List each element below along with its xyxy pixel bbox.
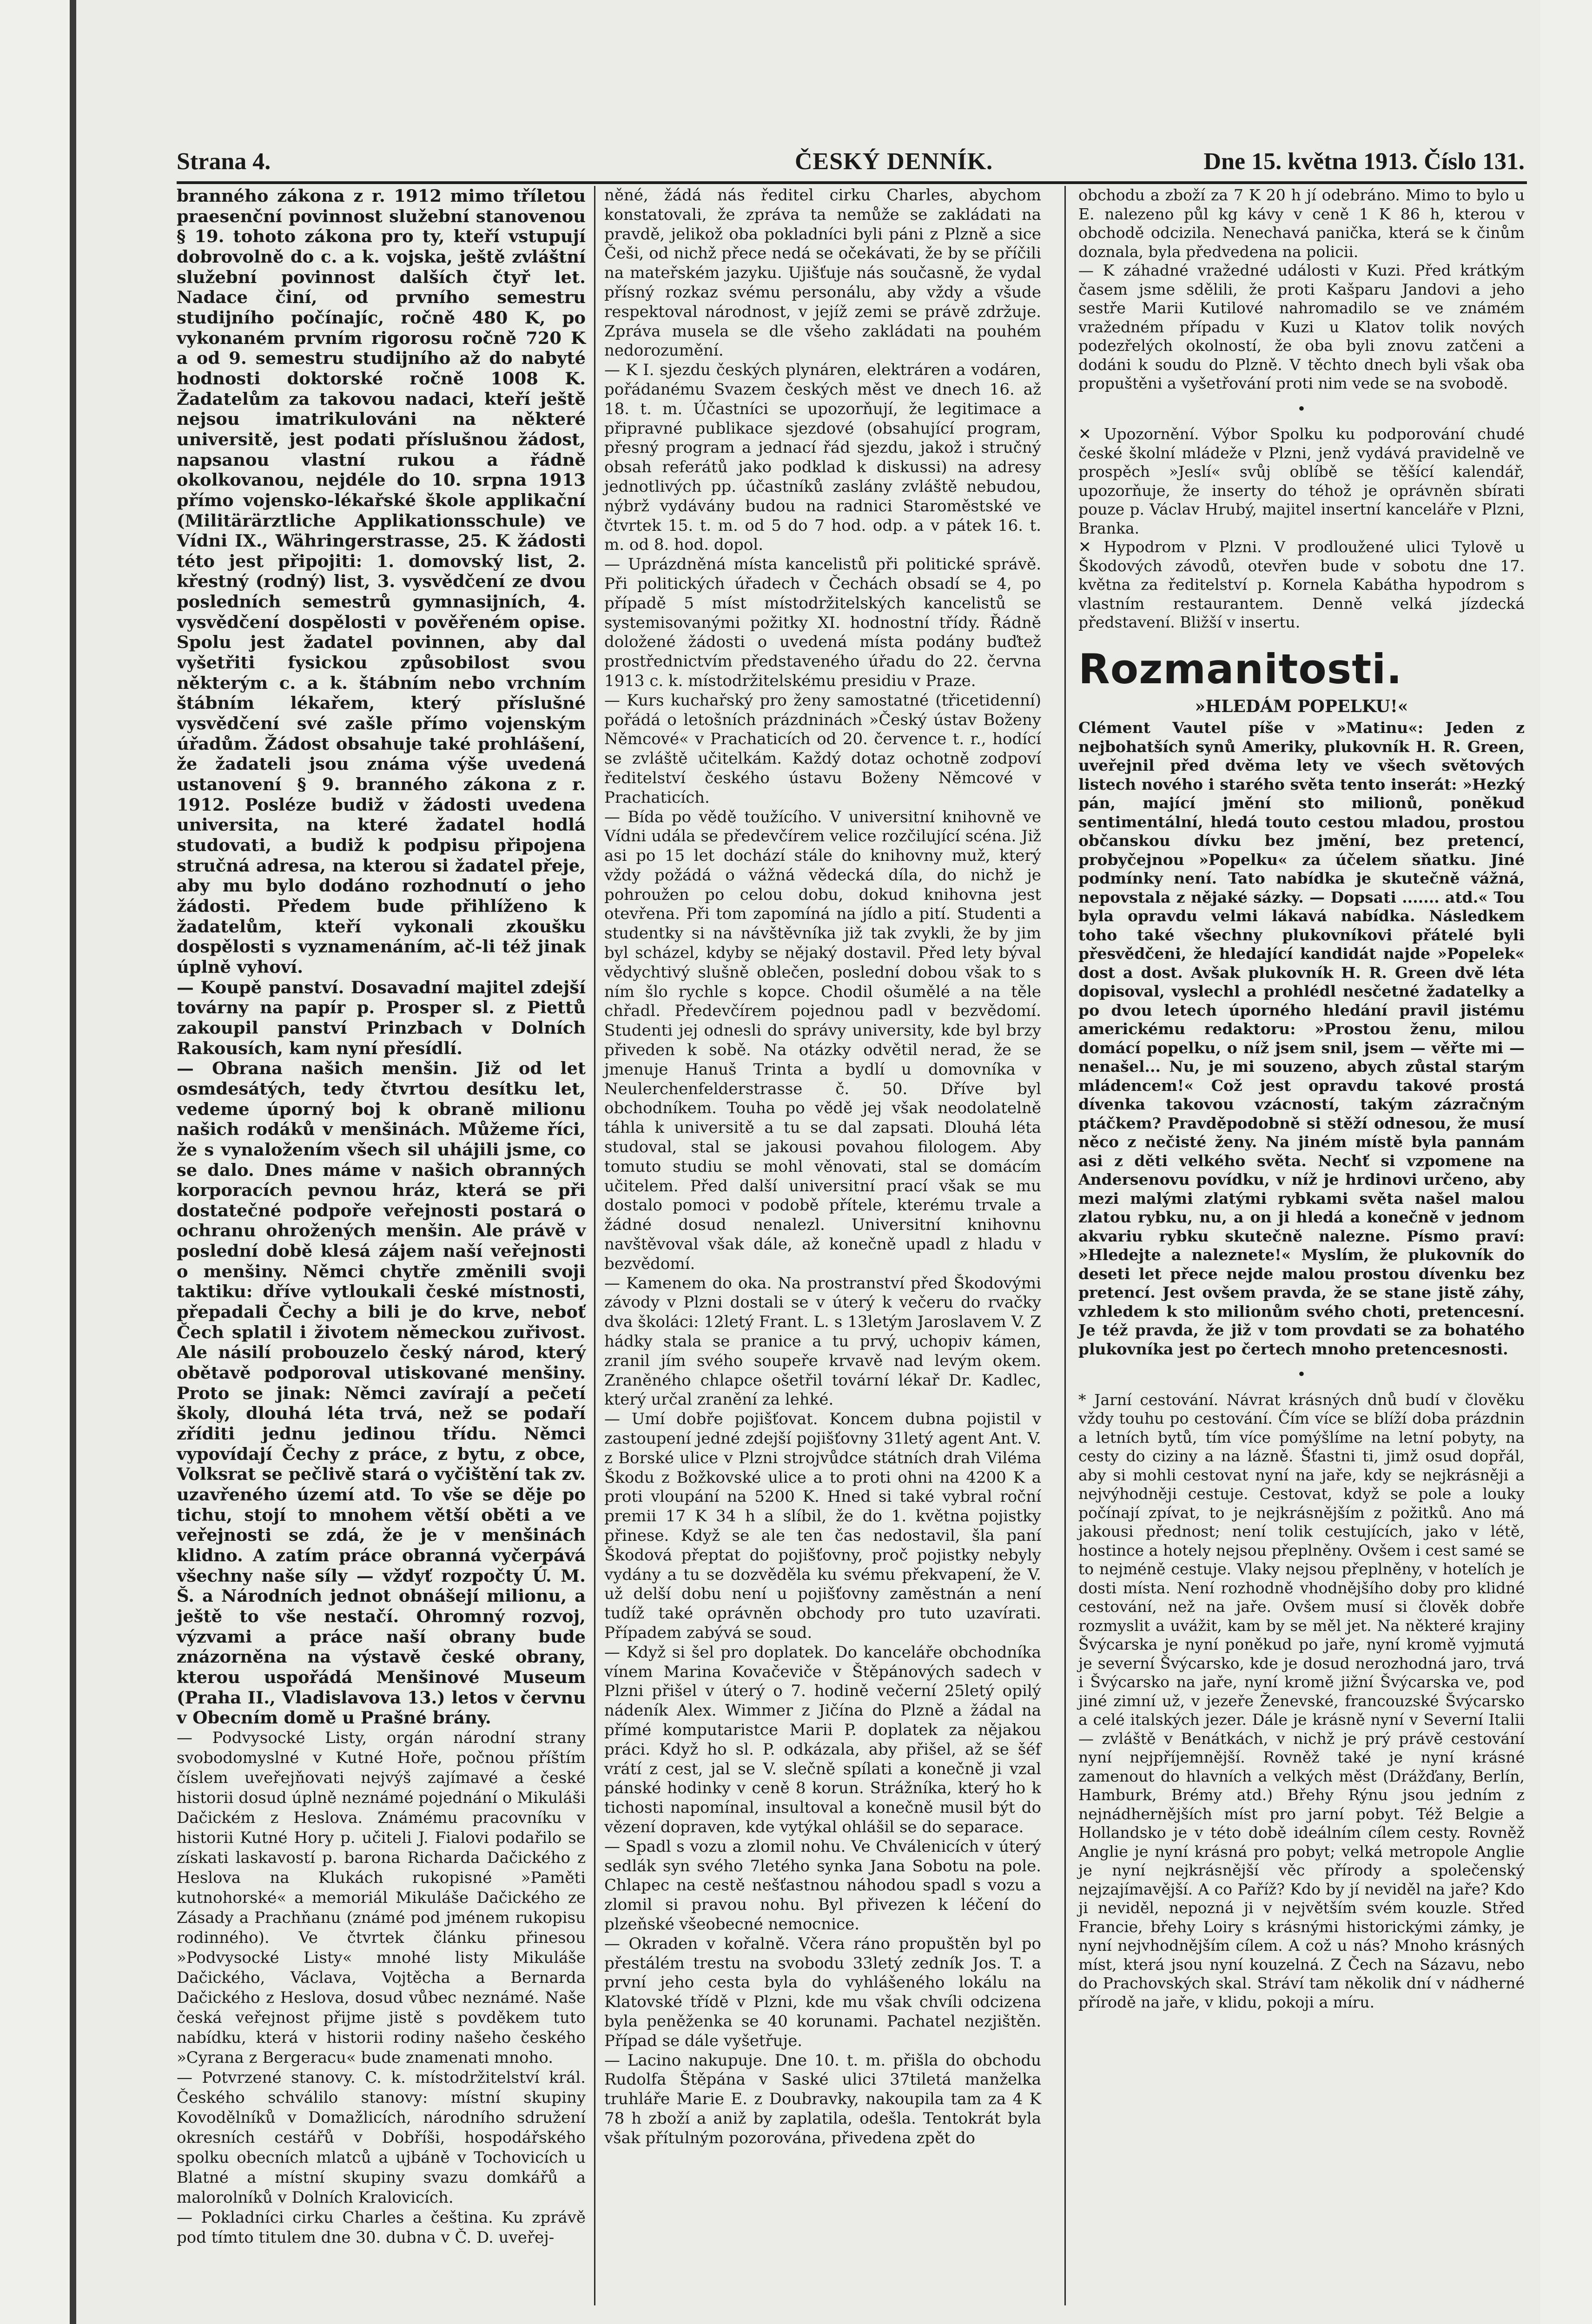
article-paragraph: — Potvrzené stanovy. C. k. místodržitelství král. Českého schválilo stanovy: místní skupiny Kovodělníků v Domažlicích, národního sdružení okresních cestářů v Dobříši, hospodářského spolku obecních mlatců a ujbáně v Tochovicích u Blatné a místní skupiny svazu domkářů a malorolníků v Dolních Kralovicích. [177, 2068, 586, 2207]
header-rule [177, 181, 1527, 184]
article-paragraph: branného zákona z r. 1912 mimo tříletou praesenční povinnost služební stanovenou § 19. tohoto zákona pro ty, kteří vstupují dobrovolně do c. a k. vojska, ještě zvláštní služební povinnost dalších čtyř let. Nadace činí, od prvního semestru studijního počínajíc, ročně 480 K, po vykonaném prvním rigorosu ročně 720 K a od 9. semestru studijního až do nabyté hodnosti doktorské ročně 1008 K. Žadatelům za takovou nadaci, kteří ještě nejsou imatrikulováni na některé universitě, jest podati příslušnou žádost, napsanou vlastní rukou a řádně okolkovanou, nejdéle do 10. srpna 1913 přímo vojensko-lékařské škole applikační (Militärärztliche Applikationsschule) ve Vídni IX., Währingerstrasse, 25. K žádosti této jest připojiti: 1. domovský list, 2. křestný (rodný) list, 3. vysvědčení ze dvou posledních semestrů gymnasijních, 4. vysvědčení dospělosti v pověřeném opise. Spolu jest žadatel povinnen, aby dal vyšetřiti fysickou způsobilost svou některým c. a k. štábním nebo vrchním štábním lékařem, který příslušné vysvědčení své zašle přímo vojenským úřadům. Žádost obsahuje také prohlášení, že žadateli jsou známa výše uvedená ustanovení § 9. branného zákona z r. 1912. Posléze budiž v žádosti uvedena universita, na které žadatel hodlá studovati, a budiž k podpisu připojena stručná adresa, na kterou si žadatel přeje, aby mu bylo dodáno rozhodnutí o jeho žádosti. Předem bude přihlíženo k žadatelům, kteří vykonali zkoušku dospělosti s vyznamenáním, ač-li též jinak úplně vyhoví. [177, 185, 586, 977]
article-paragraph: — Kamenem do oka. Na prostranství před Škodovými závody v Plzni dostali se v úterý k večeru do rvačky dva školáci: 12letý Frant. L. s 13letým Jaroslavem V. Z hádky stala se pranice a tu prvý, uchopiv kámen, zranil jím svého soupeře krvavě nad levým okem. Zraněného chlapce ošetřil tovární lékař Dr. Kadlec, který určal zranění za lehké. [604, 1274, 1041, 1409]
article-paragraph: ✕ Hypodrom v Plzni. V prodloužené ulici Tylově u Škodových závodů, otevřen bude v sobotu dne 17. května za ředitelství p. Kornela Kabátha hypodrom s vlastním restaurantem. Denně velká jízdecká představení. Bližší v insertu. [1078, 538, 1525, 631]
article-paragraph: — Umí dobře pojišťovat. Koncem dubna pojistil v zastoupení jedné zdejší pojišťovny 31letý agent Ant. V. z Borské ulice v Plzni strojvůdce státních drah Viléma Škodu z Božkovské ulice a to proti ohni na 4200 K a proti vloupání na 5200 K. Hned si také vybral roční premii 17 K 34 h a slíbil, že do 1. května pojistky přinese. Když se ale ten čas nedostavil, šla paní Škodová přeptat do pojišťovny, proč pojistky nebyly vydány a tu se dozvěděla ku svému překvapení, že V. už delší dobu není u pojišťovny zaměstnán a není tudíž také oprávněn obchody pro tuto uzavírati. Případem zabývá se soud. [604, 1410, 1041, 1642]
article-paragraph: — Spadl s vozu a zlomil nohu. Ve Chválenicích v úterý sedlák syn svého 7letého synka Jana Sobotu na pole. Chlapec na cestě nešťastnou náhodou spadl s vozu a zlomil si pravou nohu. Byl přivezen k léčení do plzeňské všeobecné nemocnice. [604, 1837, 1041, 1934]
article-paragraph: ✕ Upozornění. Výbor Spolku ku podporování chudé české školní mládeže v Plzni, jenž vydává pravidelně ve prospěch »Jeslí« svůj oblíbě se těšící kalendář, upozorňuje, že inserty do téhož je oprávněn sbírati pouze p. Václav Hrubý, majitel insertní kanceláře v Plzni, Branka. [1078, 425, 1525, 537]
article-paragraph: — Obrana našich menšin. Již od let osmdesátých, tedy čtvrtou desítku let, vedeme úporný boj k obraně milionu našich rodáků v menšinách. Můžeme říci, že s vynaložením všech sil uhájili jsme, co se dalo. Dnes máme v našich obranných korporacích pevnou hráz, která se při dostatečné podpoře veřejnosti postará o ochranu ohrožených menšin. Ale právě v poslední době klesá zájem naší veřejnosti o menšiny. Němci chytře změnili svoji taktiku: dříve vytloukali české místnosti, přepadali Čechy a bili je do krve, neboť Čech splatil i životem německou zuřivost. Ale násilí probouzelo český národ, který obětavě podporoval utiskované menšiny. Proto se jinak: Němci zavírají a pečetí školy, dlouhá léta trvá, než se podaří zříditi jednu jedinou třídu. Němci vypovídají Čechy z práce, z bytu, z obce, Volksrat se pečlivě stará o vyčištění tak zv. uzavřeného území atd. To vše se děje po tichu, stojí to mnohem větší oběti a ve veřejnosti se zdá, že je v menšinách klidno. A zatím práce obranná vyčerpává všechny naše síly — vždyť rozpočty Ú. M. Š. a Národních jednot obnášejí milionu, a ještě to vše nestačí. Ohromný rozvoj, výzvami a práce naší obrany bude znázorněna na výstavě české obrany, kterou uspořádá Menšinové Museum (Praha II., Vladislavova 13.) letos v červnu v Obecním domě u Prašné brány. [177, 1058, 586, 1728]
section-title: Rozmanitosti. [1078, 645, 1402, 693]
column-1 [177, 186, 586, 2248]
article-paragraph: Clément Vautel píše v »Matinu«: Jeden z nejbohatších synů Ameriky, plukovník H. R. Green, uveřejnil před dvěma lety ve všech světových listech nového i starého světa tento inserát: »Hezký pán, mající jmění sto milionů, poněkud sentimentální, hledá touto cestou mladou, prostou občanskou dívku bez jmění, bez pretencí, probyčejnou »Popelku« za účelem sňatku. Jiné podmínky není. Tato nabídka je skutečně vážná, nepovstala z nějaké sázky. — Dopsati ....... atd.« Tou byla opravdu velmi lákavá nabídka. Následkem toho také všechny plukovníkovi přátelé byli přesvědčeni, že hledající kandidát najde »Popelek« dost a dost. Avšak plukovník H. R. Green dvě léta dopisoval, vyslechl a prohlédl nesčetné žadatelky a po dvou letech úporného hledání pravil jistému americkému redaktoru: »Prostou ženu, milou domácí popelku, o níž jsem snil, jsem — věřte mi — nenašel... Nu, je mi souzeno, abych zůstal starým mládencem!« Což jest opravdu takové prostá dívenka takovou vzácností, takým zázračným ptáčkem? Pravděpodobně si stěží odnesou, že musí něco z nečisté ženy. Na jiném místě byla pannám asi z děti velkého světa. Nechť si vzpomene na Andersenovu povídku, v níž je hrdinovi určeno, aby mezi malými zlatými rybkami světa našel malou zlatou rybku, nu, a on ji hledá a konečně v jednom akvariu rybku skutečně nalezne. Písmo praví: »Hledejte a naleznete!« Myslím, že plukovník do deseti let přece nejde malou prostou dívenku bez pretencí. Jest ovšem pravda, že se stane jistě záhy, vzhledem k sto milionům svého choti, pretencesní. Je též pravda, že již v tom provdati se za bohatého plukovníka jest po čertech mnoho pretencesnosti. [1078, 719, 1525, 1358]
article-paragraph: obchodu a zboží za 7 K 20 h jí odebráno. Mimo to bylo u E. nalezeno půl kg kávy v ceně 1 K 86 h, kterou v obchodě odcizila. Nenechavá panička, která se k činům doznala, byla předvedena na policii. [1078, 186, 1525, 261]
page-number: Strana 4. [177, 148, 271, 175]
article-paragraph: — Podvysocké Listy, orgán národní strany svobodomyslné v Kutné Hoře, počnou příštím číslem uveřejňovati nejvýš zajímavé a české historii dosud úplně neznámé pojednání o Mikuláši Dačickém z Heslova. Známému pracovníku v historii Kutné Hory p. učiteli J. Fialovi podařilo se získati laskavostí p. barona Richarda Dačického z Heslova na Klukách rukopisné »Paměti kutnohorské« a memoriál Mikuláše Dačického ze Zásady a Prachňanu (známé pod jménem rukopisu rodinného). Ve čtvrtek článku přinesou »Podvysocké Listy« mnohé listy Mikuláše Dačického, Václava, Vojtěcha a Bernarda Dačického z Heslova, dosud vůbec neznámé. Naše česká veřejnost přijme jistě s povděkem tuto nabídku, která v historii rodiny našeho českého »Cyrana z Bergeracu« bude znamenati mnoho. [177, 1728, 586, 2067]
article-paragraph: * Jarní cestování. Návrat krásných dnů budí v člověku vždy touhu po cestování. Čím více se blíží doba prázdnin a letních bytů, tím více pomýšlíme na letní pobyty, na cesty do ciziny a na lázně. Šťastni ti, jimž osud dopřál, aby si mohli cestovat nyní na jaře, kdy se nejkrásněji a nejvýhodněji cestuje. Cestovat, když se pole a louky počínají zpívat, to je nejkrásnějším z požitků. Ano má jakousi přednost; není tolik cestujících, jako v létě, hostince a hotely nejsou přeplněny. Ovšem i cest samé se to nejméně cestuje. Vlaky nejsou přeplněny, v hotelích je dosti místa. Není rozhodně vhodnějšího doby pro klidné cestování, než na jaře. Ovšem musí si člověk dobře rozmyslit a uvážit, kam by se měl jet. Na některé krajiny Švýcarska je nyní poněkud po jaře, nyní kromě vyjmutá je severní Švýcarsko, kde je dosud nerozhodná jaro, trvá i Švýcarsko na jaře, nyní kromě jižní Švýcarska ve, pod jiné zimní už, v jezeře Ženevské, francouzské Švýcarsko a celé italských jezer. Dále je krásně nyní v Severní Italii — zvláště v Benátkách, v nichž je prý právě cestování nyní nejpříjemnější. Rovněž také je nyní krásné zamenout do hlavních a velkých měst (Drážďany, Berlín, Hamburk, Brémy atd.) Břehy Rýnu jsou jedním z nejnádhernějších míst pro jarní pobyt. Též Belgie a Hollandsko je v této době ideálním cílem cesty. Rovněž Anglie je nyní krásná pro pobyt; velká metropole Anglie je nyní nejkrásnější věc přírody a společenský nejzajímavější. A co Paříž? Kdo by jí neviděl na jaře? Kdo ji neviděl, nepozná ji v největším svém kouzle. Střed Francie, břehy Loiry s krásnými historickými zámky, je nyní nejvhodnějším cílem. A což u nás? Mnoho krásných míst, která jsou nyní kouzelná. Z Čech na Sázavu, nebo do Prachovských skal. Stráví tam několik dní v nádherné přírodě na jaře, v klidu, pokoji a míru. [1078, 1390, 1525, 2011]
newspaper-title: ČESKÝ DENNÍK. [795, 148, 993, 175]
article-paragraph: něné, žádá nás ředitel cirku Charles, abychom konstatovali, že zpráva ta nemůže se zakládati na pravdě, jelikož oba pokladníci byli páni z Plzně a sice Češi, od nichž přece nedá se očekávati, že by se příčili na mateřském jazyku. Ujišťuje nás současně, že vydal přísný rozkaz svému personálu, aby vždy a všude respektoval národnost, v jejíž zemi se právě zdržuje. Zpráva musela se dle všeho zakládati na pouhém nedorozumění. [604, 186, 1041, 360]
article-paragraph: — Bída po vědě toužícího. V universitní knihovně ve Vídni udála se předevčírem velice rozčilující scéna. Již asi po 15 let dochází stále do knihovny muž, který vždy požádá o vážná vědecká díla, do nichž je pohroužen po celou dobu, dokud knihovna jest otevřena. Při tom zapomíná na jídlo a pití. Studenti a studentky si na návštěvníka již tak zvykli, že by jim byl scházel, kdyby se nějaký dostavil. Před lety býval vědychtivý slušně oblečen, poslední dobou však to s ním šlo rychle s kopce. Chodil ošumělé a na těle chřadl. Předevčírem pojednou padl v bezvědomí. Studenti jej odnesli do správy university, kde byl brzy přiveden k sobě. Na otázky odvětil nerad, že se jmenuje Hanuš Trinta a bydlí u domovníka v Neulerchenfelderstrasse č. 50. Dříve byl obchodníkem. Touha po vědě jej však neodolatelně táhla k universitě a tu se dal zapsati. Dlouhá léta studoval, stal se jakousi povahou filologem. Aby tomuto studiu se mohl věnovati, stal se domácím učitelem. Před další universitní prací však se mu dostalo pomoci v podobě přítele, kterému trvale a žádné dosud nenalezl. Universitní knihovnu navštěvoval však dále, až konečně upadl z hladu v bezvědomí. [604, 807, 1041, 1273]
column-2 [604, 186, 1041, 2148]
article-paragraph: — Okraden v kořalně. Včera ráno propuštěn byl po přestálém trestu na svobodu 33letý zedník Jos. T. a první jeho cesta byla do vyhlášeného lokálu na Klatovské třídě v Plzni, kde mu však chvíli odcizena byla peněženka se 40 korunami. Pachatel nezjištěn. Případ se dále vyšetřuje. [604, 1934, 1041, 2050]
separator-dot: • [1297, 1365, 1306, 1383]
article-paragraph: — Lacino nakupuje. Dne 10. t. m. přišla do obchodu Rudolfa Štěpána v Saské ulici 37tiletá manželka truhláře Marie E. z Doubravky, nakoupila tam za 4 K 78 h zboží a aniž by zaplatila, odešla. Tentokrát byla však přítulným pozorována, přivedena zpět do [604, 2051, 1041, 2147]
article-paragraph: — K I. sjezdu českých plynáren, elektráren a vodáren, pořádanému Svazem českých měst ve dnech 16. až 18. t. m. Účastníci se upozorňují, že legitimace a připravné publikace sjezdové (obsahující program, přesný program a jednací řád sjezdu, jakož i stručný obsah referátů jako podklad k diskussi) na adresy jednotlivých pp. účastníků zaslány zvláště nebudou, nýbrž vydávány budou na radnici Staroměstské ve čtvrtek 15. t. m. od 5 do 7 hod. odp. a v pátek 16. t. m. od 8. hod. dopol. [604, 361, 1041, 555]
issue-date: Dne 15. května 1913. Číslo 131. [1203, 148, 1525, 175]
article-paragraph: — Pokladníci cirku Charles a čeština. Ku zprávě pod tímto titulem dne 30. dubna v Č. D. uveřej- [177, 2208, 586, 2247]
separator-dot: • [1297, 399, 1306, 418]
column-3 [1078, 186, 1525, 2012]
article-paragraph: — Když si šel pro doplatek. Do kanceláře obchodníka vínem Marina Kovačeviče v Štěpánových sadech v Plzni přišel v úterý o 7. hodině večerní 25letý opilý nádeník Alex. Wimmer z Jičína do Plzně a žádal na přímé komputaristce Marii P. doplatek za nějakou práci. Když ho sl. P. odkázala, aby přišel, až se šéf vrátí z cest, jal se V. slečně spílati a konečně ji vzal pánské hodinky v ceně 8 korun. Strážníka, který ho k tichosti napomínal, insultoval a konečně musil být do vězení dopraven, kde vytýkal ohlášil se do separace. [604, 1643, 1041, 1836]
article-paragraph: — Uprázdněná místa kancelistů při politické správě. Při politických úřadech v Čechách obsadí se 4, po případě 5 míst místodržitelských kancelistů se systemisovanými požitky XI. hodnostní třídy. Řádně doložené žádosti o uvedená místa podány buďtež prostřednictvím představeného úřadu do 22. června 1913 c. k. místodržitelskému presidiu v Praze. [604, 555, 1041, 690]
page-header [177, 148, 1525, 180]
article-paragraph: — Kurs kuchařský pro ženy samostatné (třicetidenní) pořádá o letošních prázdninách »Český ústav Boženy Němcové« v Prachaticích od 20. července t. r., hodící se zvláště učitelkám. Každý dotaz ochotně zodpoví ředitelství českého ústavu Boženy Němcové v Prachaticích. [604, 691, 1041, 807]
article-paragraph: — K záhadné vražedné události v Kuzi. Před krátkým časem jsme sdělili, že proti Kašparu Jandovi a jeho sestře Marii Kutilové nahromadilo se ve známém vražedném případu v Kuzi u Klatov tolik nových podezřelých okolností, že oba byli znovu zatčeni a dodáni k soudu do Plzně. V těchto dnech byli však oba propuštěni a vyšetřování proti nim vede se na svobodě. [1078, 261, 1525, 392]
article-title: »HLEDÁM POPELKU!« [1195, 696, 1408, 716]
article-paragraph: — Koupě panství. Dosavadní majitel zdejší továrny na papír p. Prosper sl. z Piettů zakoupil panství Prinzbach v Dolních Rakousích, kam nyní přesídlí. [177, 977, 586, 1058]
column-divider [1064, 186, 1066, 2305]
column-divider [594, 186, 595, 2305]
